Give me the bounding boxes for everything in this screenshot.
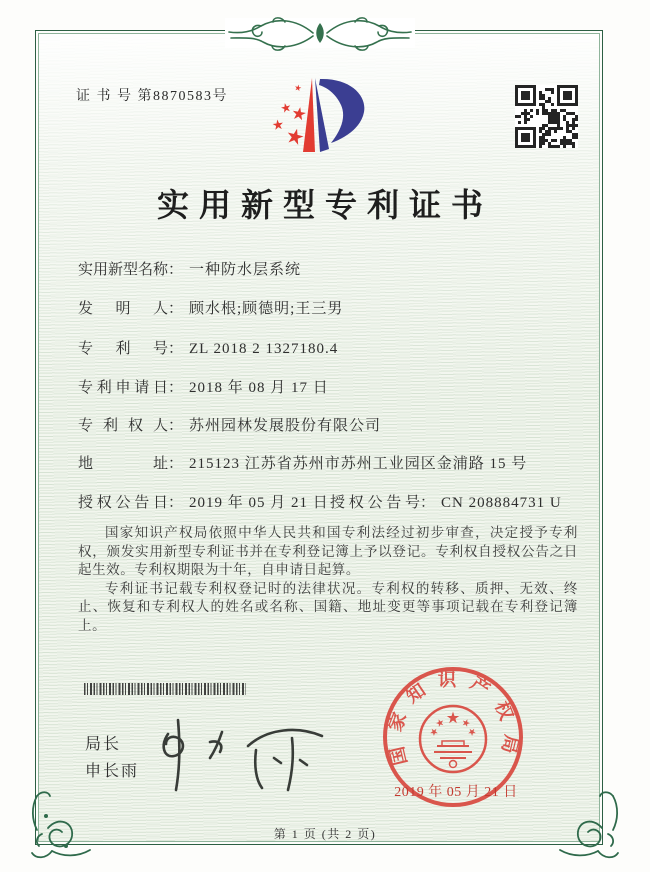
field-row-filing-date: [78, 376, 578, 397]
field-label: 专利申请日: [78, 380, 168, 396]
page-number: 第 1 页 (共 2 页): [273, 827, 377, 841]
label-colon: ：: [168, 262, 184, 278]
seal-date: 2019 年 05 月 21 日: [394, 785, 518, 800]
grant-number-pair: [330, 491, 562, 512]
decorative-frame: [35, 30, 603, 845]
field-label: 地址: [78, 456, 168, 472]
signer-block: [85, 731, 139, 785]
label-colon: ：: [168, 456, 184, 472]
signer-name: 申长雨: [85, 763, 140, 780]
field-label: 授权公告号: [330, 495, 420, 511]
legal-text: [78, 524, 578, 636]
field-label: 实用新型名称: [78, 262, 169, 278]
field-value: 2018 年 08 月 17 日: [189, 380, 329, 396]
field-value: 2019 年 05 月 21 日: [189, 495, 329, 511]
label-colon: ：: [168, 380, 184, 396]
field-row-patentee: [78, 414, 578, 435]
field-label: 专利号: [78, 341, 168, 357]
label-colon: ：: [168, 495, 184, 511]
label-colon: ：: [420, 495, 436, 511]
field-row-address: [78, 452, 578, 473]
label-colon: ：: [168, 418, 184, 434]
field-row-inventors: [78, 297, 578, 318]
signer-title: 局长: [85, 736, 122, 753]
guilloche-background: [38, 33, 600, 842]
legal-paragraph: 国家知识产权局依照中华人民共和国专利法经过初步审查，决定授予专利权，颁发实用新型专利证书并在专利登记簿上予以登记。专利权自授权公告之日起生效。专利权期限为十年，自申请日起算。: [78, 525, 578, 578]
label-colon: ：: [168, 341, 184, 357]
field-label: 专利权人: [78, 418, 168, 434]
certificate-title: 实用新型专利证书: [156, 187, 493, 223]
field-value: 215123 江苏省苏州市苏州工业园区金浦路 15 号: [189, 456, 528, 472]
field-value: ZL 2018 2 1327180.4: [189, 341, 339, 357]
field-value: 顾水根;顾德明;王三男: [189, 301, 344, 317]
field-row-patent-number: [78, 337, 578, 358]
field-value: 苏州园林发展股份有限公司: [189, 418, 382, 434]
field-label: 授权公告日: [78, 495, 168, 511]
seal-text: 国家知识产权局: [385, 671, 521, 767]
field-row-grant: [78, 491, 578, 512]
legal-paragraph: 专利证书记载专利权登记时的法律状况。专利权的转移、质押、无效、终止、恢复和专利权人的姓名或名称、国籍、地址变更等事项记载在专利登记簿上。: [78, 580, 578, 633]
field-value: CN 208884731 U: [441, 495, 562, 511]
barcode-icon: [84, 683, 246, 695]
field-row-name: [78, 258, 578, 279]
field-value: 一种防水层系统: [189, 262, 302, 278]
field-label: 发明人: [78, 301, 168, 317]
label-colon: ：: [168, 301, 184, 317]
certificate-number: 证 书 号 第8870583号: [76, 89, 228, 104]
